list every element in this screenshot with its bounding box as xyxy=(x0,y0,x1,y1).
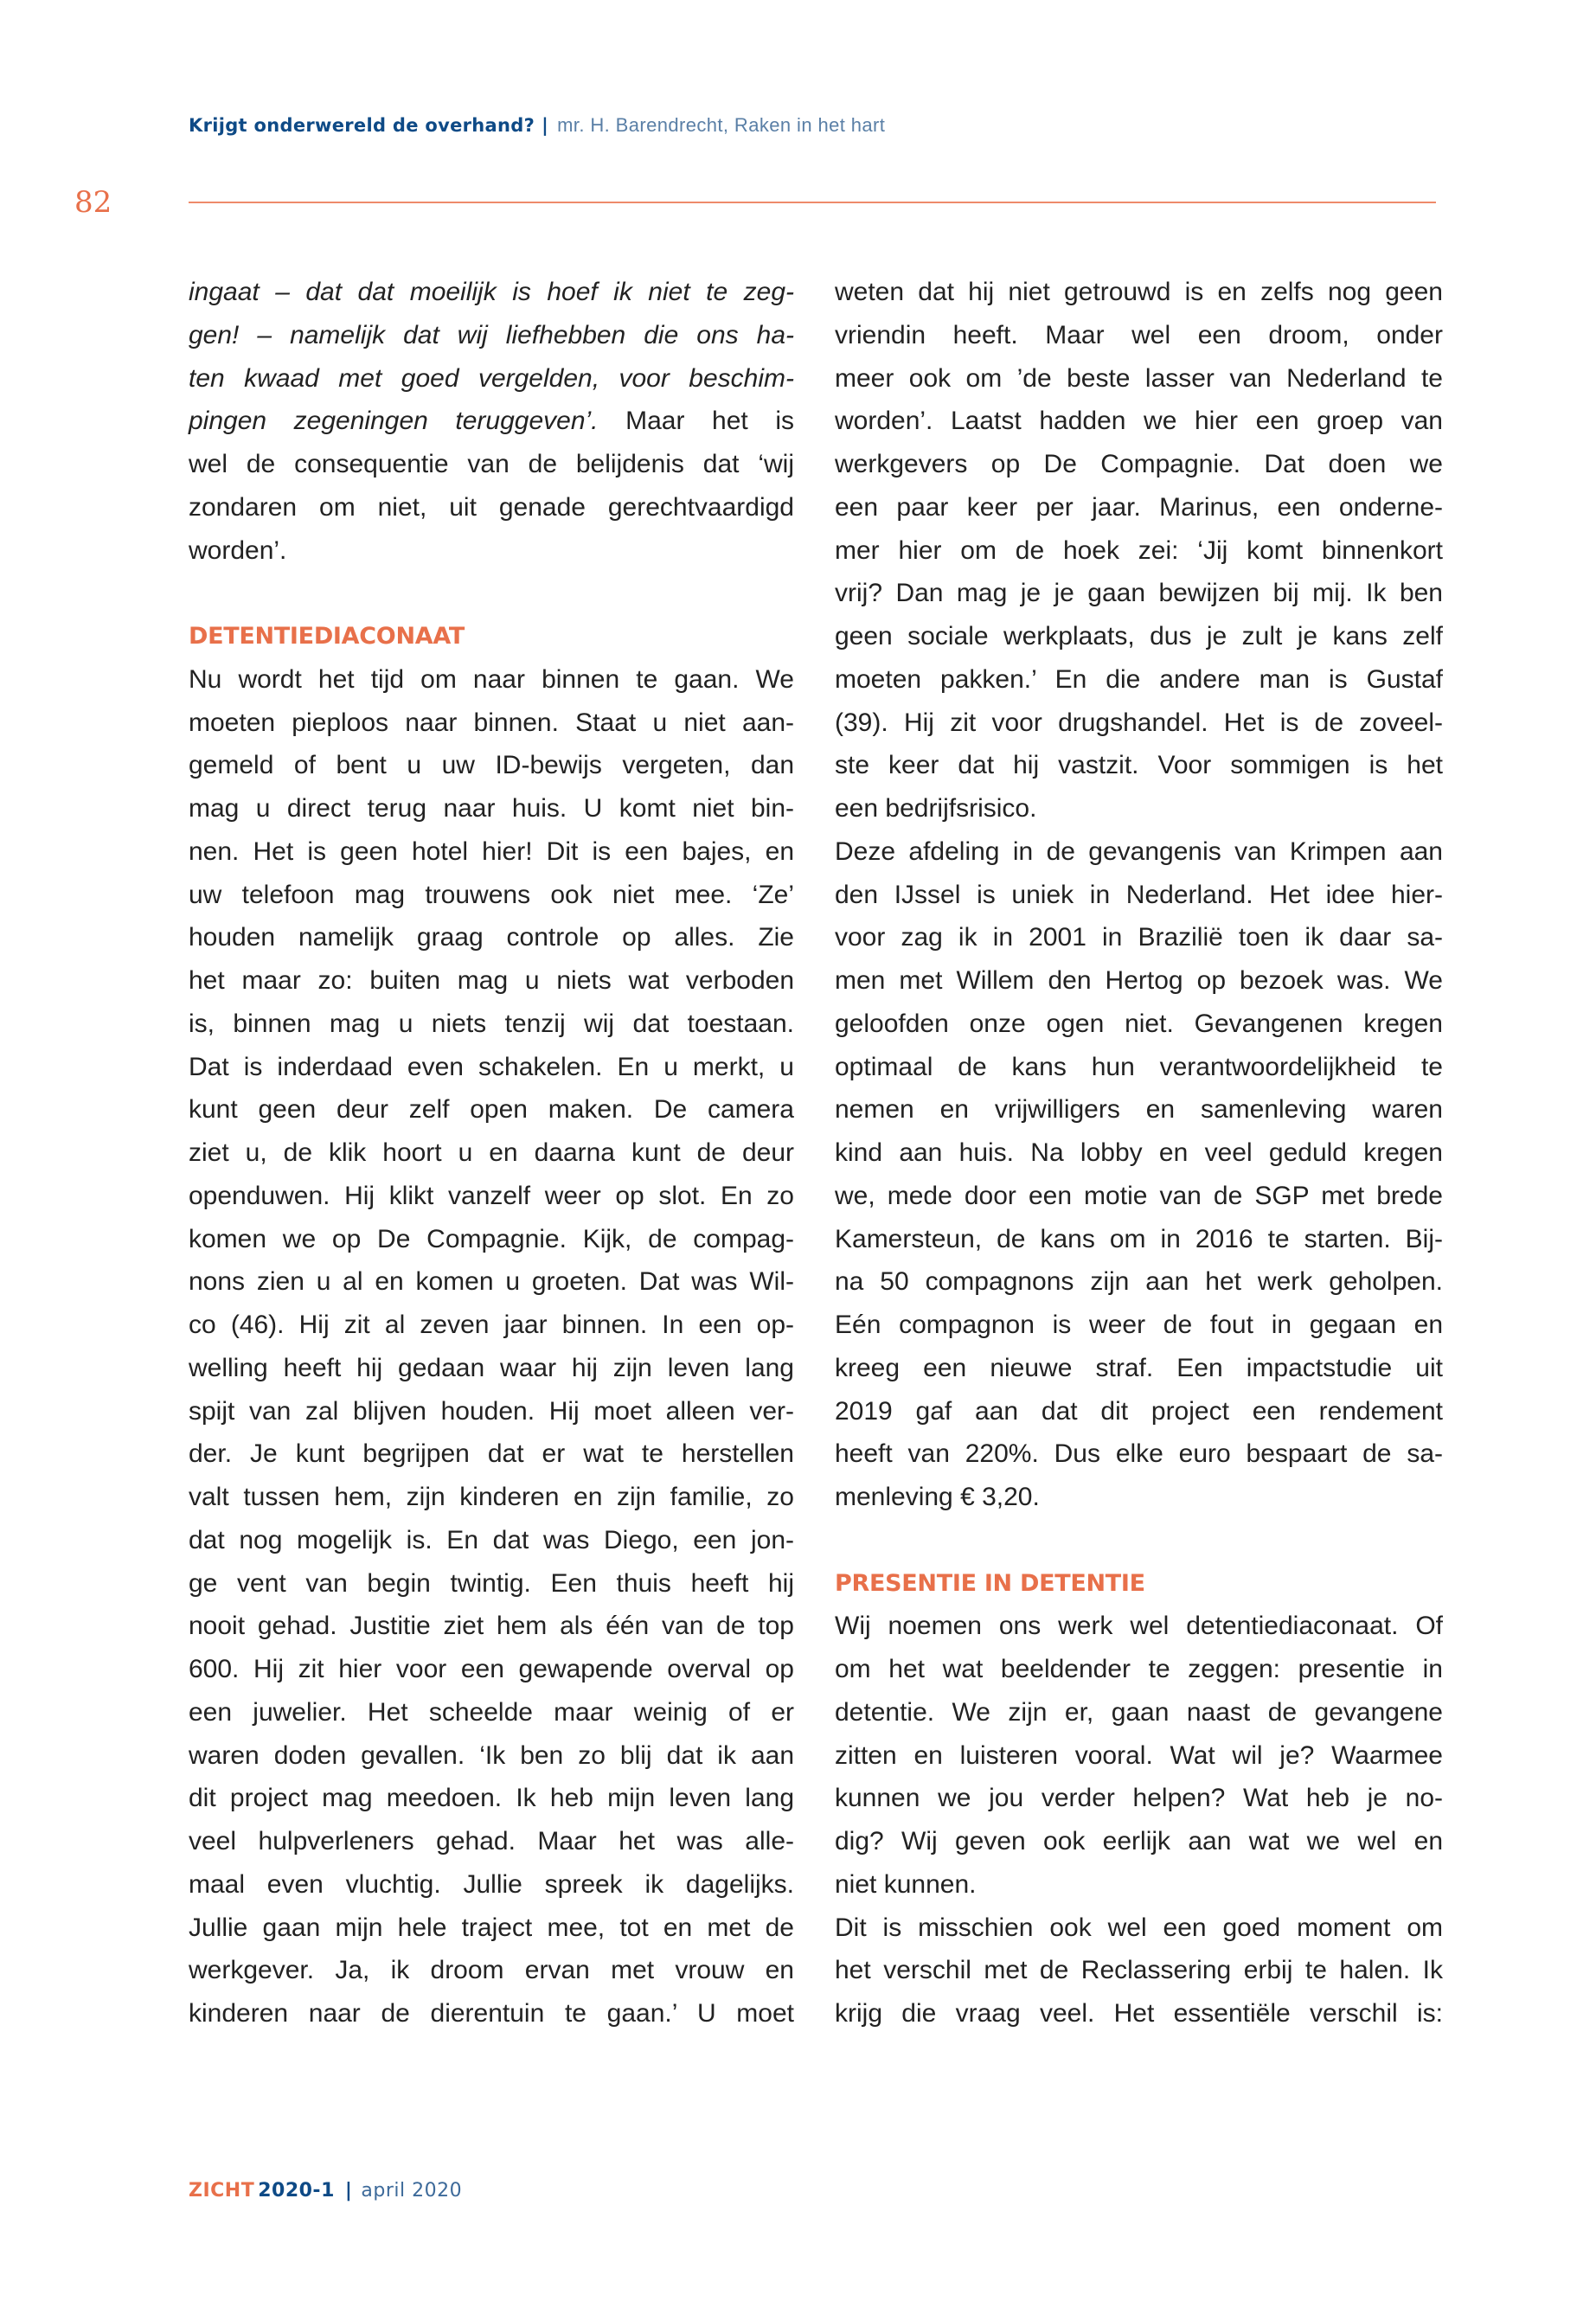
text-line: optimaal de kans hun verantwoordelijkheid te xyxy=(835,1052,1443,1081)
section-heading-presentie-in-detentie: PRESENTIE IN DETENTIE xyxy=(835,1569,1145,1597)
text-line: moeten pakken.’ En die andere man is Gustaf xyxy=(835,664,1443,694)
text-line: gemeld of bent u uw ID-bewijs vergeten, dan xyxy=(189,751,794,780)
text-line: geen sociale werkplaats, dus je zult je kans zelf xyxy=(835,622,1443,651)
text-line: werkgever. Ja, ik droom ervan met vrouw en xyxy=(189,1956,794,1985)
text-line: weten dat hij niet getrouwd is en zelfs nog geen xyxy=(835,278,1443,306)
text-line: het verschil met de Reclassering erbij te halen. Ik xyxy=(835,1956,1443,1985)
text-line: krijg die vraag veel. Het essentiële verschil is: xyxy=(835,1999,1443,2028)
blank-line xyxy=(835,1519,1443,1562)
text-line: kind aan huis. Na lobby en veel geduld kregen xyxy=(835,1138,1443,1167)
text-line: een juwelier. Het scheelde maar weinig of er xyxy=(189,1697,794,1727)
text-line: nons zien u al en komen u groeten. Dat was Wil- xyxy=(189,1267,794,1297)
blank-line xyxy=(189,572,794,615)
text-line: een bedrijfsrisico. xyxy=(835,794,1037,823)
text-line: Eén compagnon is weer de fout in gegaan en xyxy=(835,1311,1443,1339)
text-line: 2019 gaf aan dat dit project een rendement xyxy=(835,1396,1443,1426)
text-line: Dat is inderdaad even schakelen. En u merkt, u xyxy=(189,1052,794,1081)
article-title: Krijgt onderwereld de overhand? xyxy=(189,115,535,136)
text-line: vriendin heeft. Maar wel een droom, onder xyxy=(835,320,1443,349)
text-line xyxy=(189,400,794,443)
text-line: kunt geen deur zelf open maken. De camera xyxy=(189,1095,794,1125)
text-line: een paar keer per jaar. Marinus, een onderne- xyxy=(835,492,1443,522)
text-line: 600. Hij zit hier voor een gewapende overval op xyxy=(189,1655,794,1683)
text-line: dig? Wij geven ook eerlijk aan wat we wel en xyxy=(835,1827,1443,1856)
text-line: is, binnen mag u niets tenzij wij dat toestaan. xyxy=(189,1009,794,1038)
author-line: mr. H. Barendrecht, Raken in het hart xyxy=(557,114,886,136)
text-line: maal even vluchtig. Jullie spreek ik dagelijks. xyxy=(189,1869,794,1899)
header-rule xyxy=(189,202,1436,203)
text-line: ten kwaad met goed vergelden, voor beschim- xyxy=(189,363,794,393)
page-number: 82 xyxy=(74,185,112,220)
text-line: kinderen naar de dierentuin te gaan.’ U moet xyxy=(189,1999,794,2028)
section-heading-detentiediaconaat: DETENTIEDIACONAAT xyxy=(189,623,465,650)
right-column xyxy=(835,271,1443,2035)
text-line: gen! – namelijk dat wij liefhebben die ons ha- xyxy=(189,320,794,349)
text-line: Deze afdeling in de gevangenis van Krimpen aan xyxy=(835,836,1443,866)
text-line: zitten en luisteren vooral. Wat wil je? Waarmee xyxy=(835,1740,1443,1770)
text-line: veel hulpverleners gehad. Maar het was alle- xyxy=(189,1827,794,1856)
text-line: ge vent van begin twintig. Een thuis heeft hij xyxy=(189,1568,794,1598)
text-line: Nu wordt het tijd om naar binnen te gaan. We xyxy=(189,664,794,694)
text-line: zondaren om niet, uit genade gerechtvaardigd xyxy=(189,492,794,522)
issue-date: april 2020 xyxy=(361,2180,463,2202)
text-line: valt tussen hem, zijn kinderen en zijn familie, zo xyxy=(189,1483,794,1511)
text-line: nemen en vrijwilligers en samenleving waren xyxy=(835,1095,1443,1125)
text-line: kreeg een nieuwe straf. Een impactstudie uit xyxy=(835,1353,1443,1382)
text-line: co (46). Hij zit al zeven jaar binnen. In een op- xyxy=(189,1311,794,1339)
text-line: menleving € 3,20. xyxy=(835,1483,1040,1511)
text-line: spijt van zal blijven houden. Hij moet alleen ver- xyxy=(189,1396,794,1426)
text-line: nen. Het is geen hotel hier! Dit is een bajes, en xyxy=(189,836,794,866)
text-line: den IJssel is uniek in Nederland. Het idee hier- xyxy=(835,880,1443,909)
magazine-brand: ZICHT xyxy=(189,2180,255,2202)
text-line: nooit gehad. Justitie ziet hem als één van de top xyxy=(189,1612,794,1641)
text-line: houden namelijk graag controle op alles. Zie xyxy=(189,923,794,952)
text-line: heeft van 220%. Dus elke euro bespaart de sa- xyxy=(835,1439,1443,1469)
text-line: wel de consequentie van de belijdenis dat ‘wij xyxy=(189,450,794,478)
text-line: geloofden onze ogen niet. Gevangenen kregen xyxy=(835,1009,1443,1038)
text-line: mag u direct terug naar huis. U komt niet bin- xyxy=(189,794,794,823)
text-line: uw telefoon mag trouwens ook niet mee. ‘Ze’ xyxy=(189,880,794,909)
italic-quote-end: pingen zegeningen teruggeven’. xyxy=(189,407,599,436)
text-line: voor zag ik in 2001 in Brazilië toen ik daar sa- xyxy=(835,923,1443,952)
text-line: worden’. xyxy=(189,535,287,565)
header-separator: | xyxy=(542,115,549,136)
text-line: Jullie gaan mijn hele traject mee, tot en met de xyxy=(189,1913,794,1942)
text-line: we, mede door een motie van de SGP met brede xyxy=(835,1181,1443,1210)
text-line: ste keer dat hij vastzit. Voor sommigen is het xyxy=(835,751,1443,780)
text-line: men met Willem den Hertog op bezoek was. We xyxy=(835,966,1443,995)
text-line: komen we op De Compagnie. Kijk, de compag- xyxy=(189,1224,794,1253)
text-line: moeten pieploos naar binnen. Staat u niet aan- xyxy=(189,708,794,737)
text-line: ziet u, de klik hoort u en daarna kunt de deur xyxy=(189,1138,794,1167)
issue-number: 2020-1 xyxy=(258,2180,335,2202)
text-line: der. Je kunt begrijpen dat er wat te herstellen xyxy=(189,1439,794,1469)
text-line: mer hier om de hoek zei: ‘Jij komt binnenkort xyxy=(835,535,1443,565)
text-fragment: Maar het is xyxy=(598,407,794,436)
text-line: worden’. Laatst hadden we hier een groep van xyxy=(835,407,1443,436)
text-line: (39). Hij zit voor drugshandel. Het is de zoveel- xyxy=(835,708,1443,737)
text-line: werkgevers op De Compagnie. Dat doen we xyxy=(835,450,1443,478)
text-line: kunnen we jou verder helpen? Wat heb je no- xyxy=(835,1784,1443,1813)
left-column xyxy=(189,271,794,2035)
running-head xyxy=(189,113,885,138)
text-line: vrij? Dan mag je je gaan bewijzen bij mij. Ik ben xyxy=(835,579,1443,608)
footer xyxy=(189,2179,462,2203)
text-line: dit project mag meedoen. Ik heb mijn leven lang xyxy=(189,1784,794,1813)
text-line: het maar zo: buiten mag u niets wat verboden xyxy=(189,966,794,995)
text-line: Dit is misschien ook wel een goed moment om xyxy=(835,1913,1443,1942)
text-line: openduwen. Hij klikt vanzelf weer op slot. En zo xyxy=(189,1181,794,1210)
text-line: ingaat – dat dat moeilijk is hoef ik niet te zeg- xyxy=(189,278,794,306)
text-line: waren doden gevallen. ‘Ik ben zo blij dat ik aan xyxy=(189,1740,794,1770)
text-line: Kamersteun, de kans om in 2016 te starten. Bij- xyxy=(835,1224,1443,1253)
text-line: welling heeft hij gedaan waar hij zijn leven lang xyxy=(189,1353,794,1382)
text-line: dat nog mogelijk is. En dat was Diego, een jon- xyxy=(189,1525,794,1554)
footer-separator: | xyxy=(344,2180,353,2202)
text-line: na 50 compagnons zijn aan het werk geholpen. xyxy=(835,1267,1443,1297)
text-line: detentie. We zijn er, gaan naast de gevangene xyxy=(835,1697,1443,1727)
text-line: niet kunnen. xyxy=(835,1869,977,1899)
text-line: meer ook om ’de beste lasser van Nederland te xyxy=(835,363,1443,393)
text-line: om het wat beeldender te zeggen: presentie in xyxy=(835,1655,1443,1683)
text-line: Wij noemen ons werk wel detentiediaconaat. Of xyxy=(835,1612,1443,1641)
